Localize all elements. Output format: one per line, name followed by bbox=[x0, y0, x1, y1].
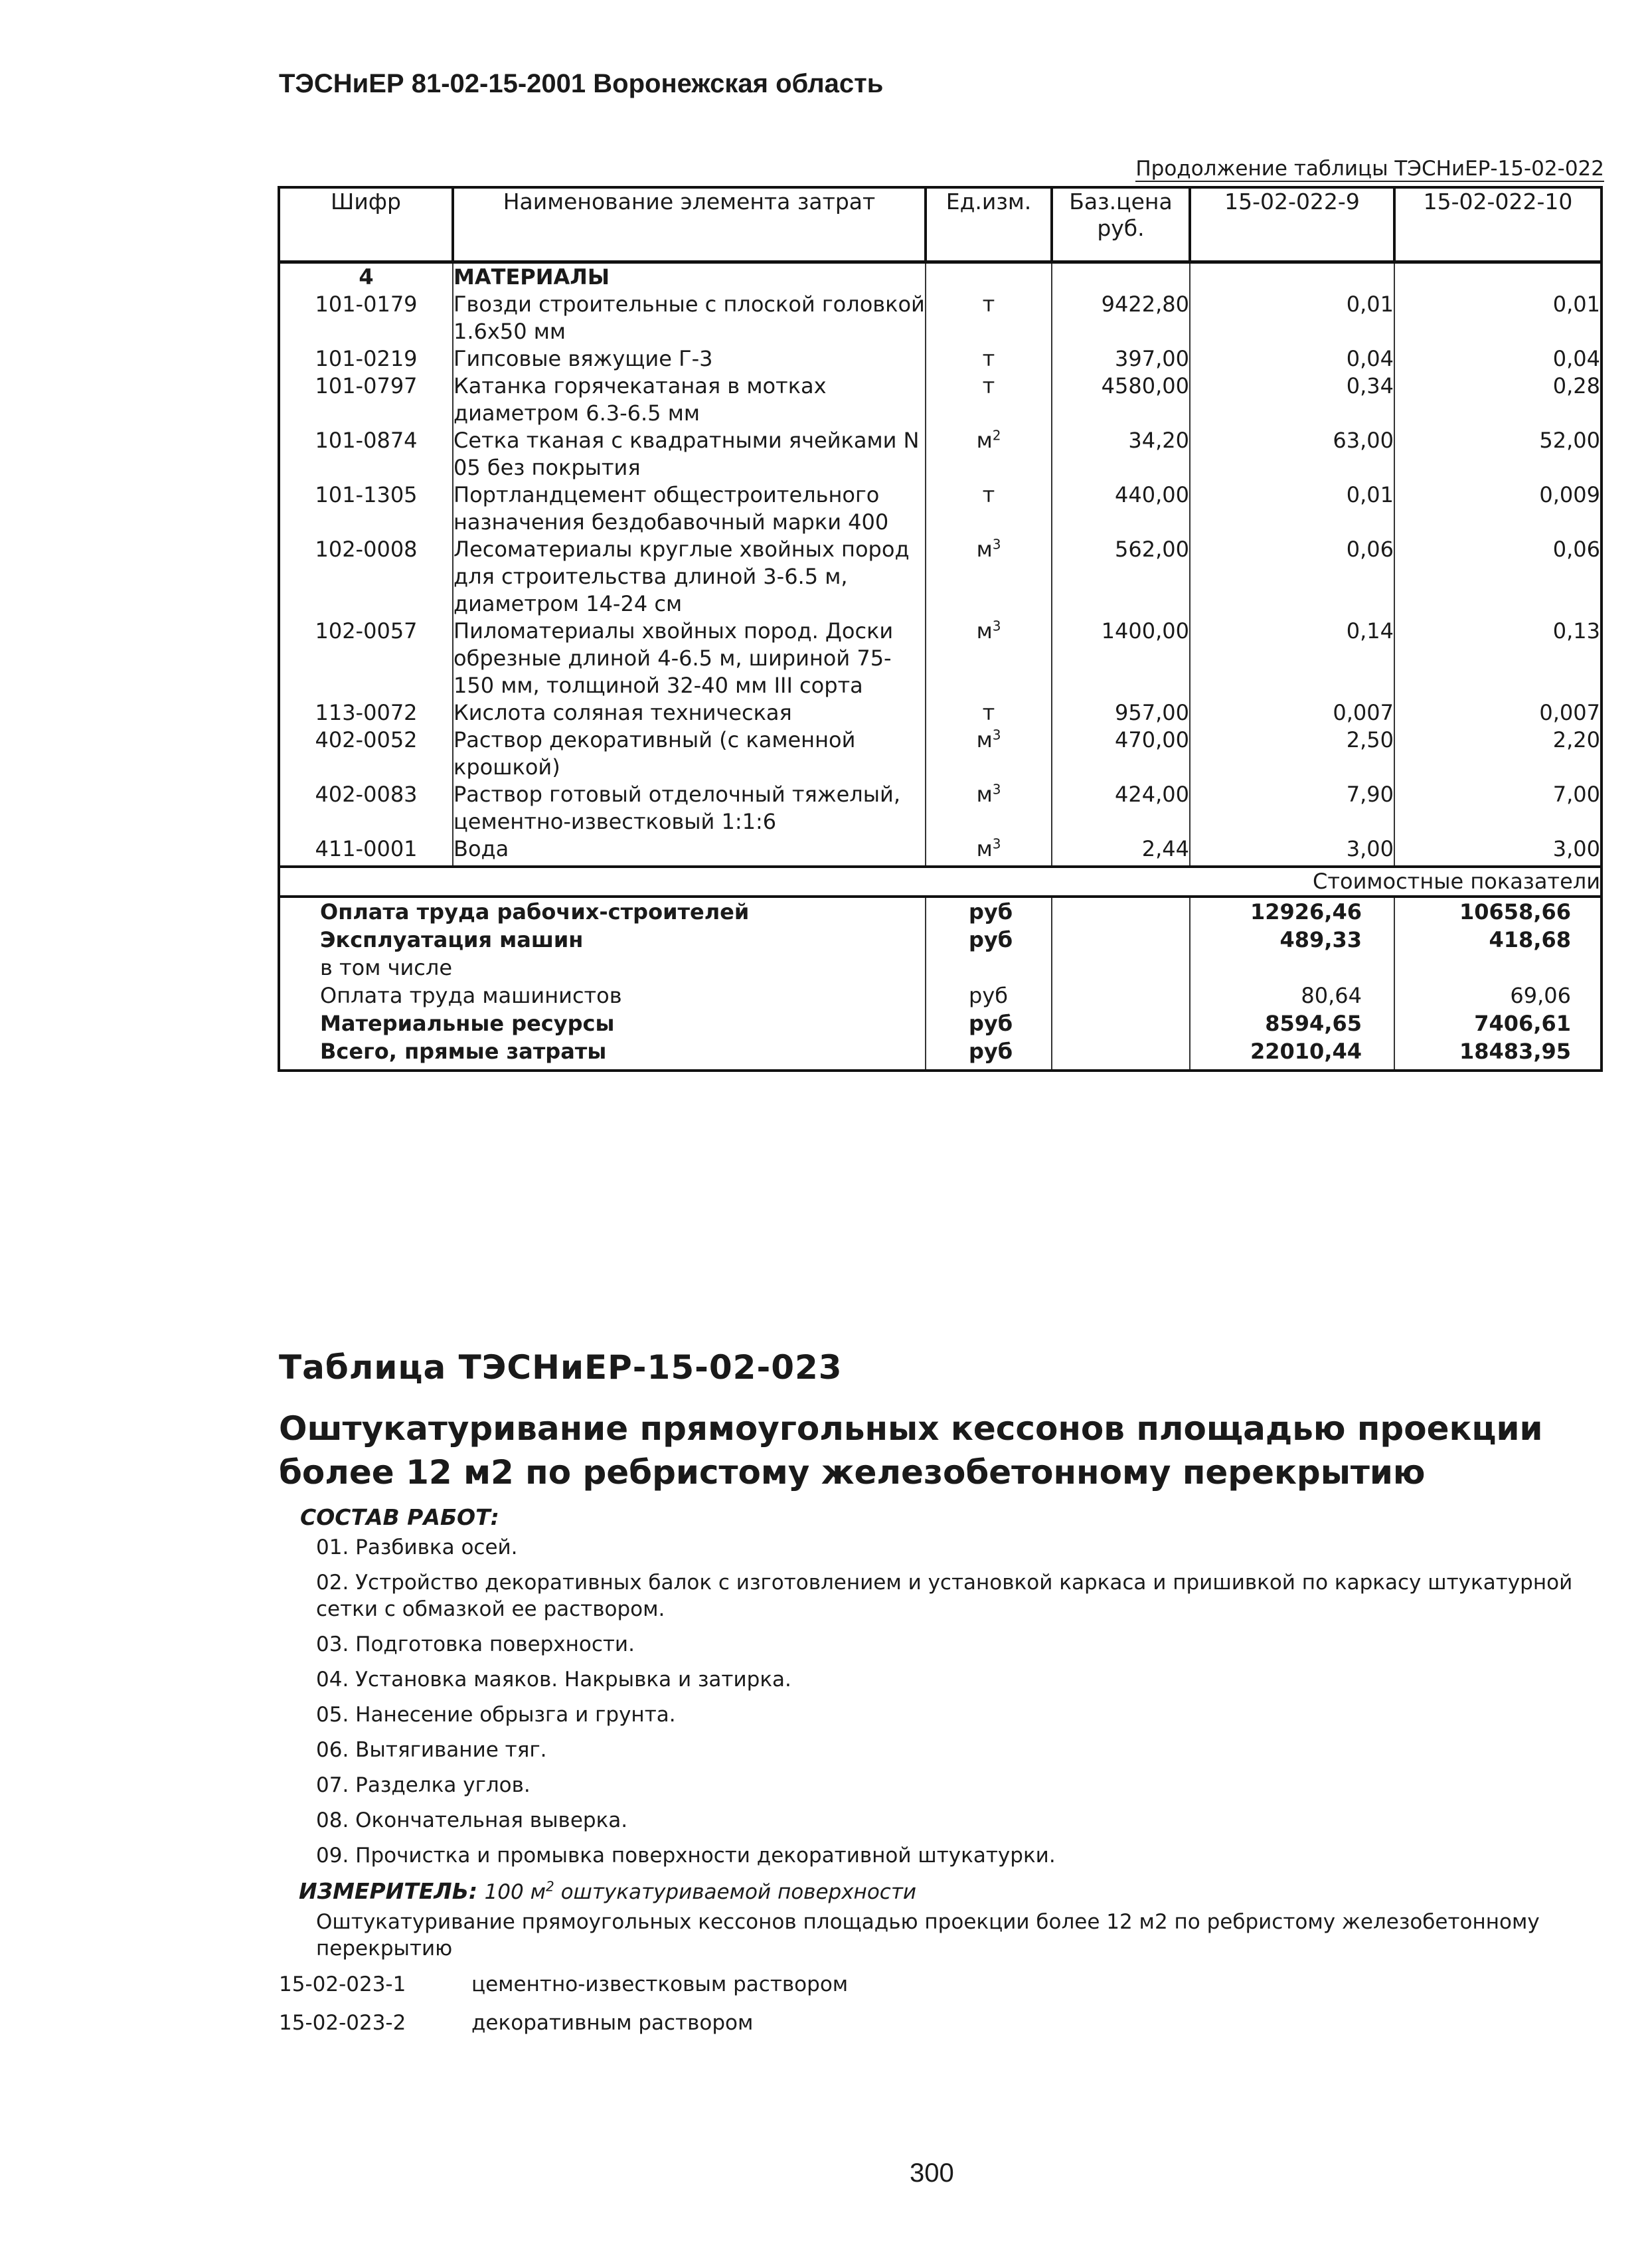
indicator-unit: руб bbox=[926, 1009, 1052, 1037]
unit-text: м bbox=[976, 428, 993, 453]
material-unit bbox=[926, 781, 1052, 835]
indicator-022-9: 489,33 bbox=[1190, 926, 1394, 954]
material-code: 113-0072 bbox=[279, 699, 453, 727]
work-item: 05. Нанесение обрызга и грунта. bbox=[316, 1703, 676, 1727]
table-row bbox=[279, 481, 1602, 536]
unit-power: 3 bbox=[992, 781, 1001, 798]
table-row bbox=[279, 427, 1602, 481]
table-row bbox=[279, 618, 1602, 699]
indicator-label: Всего, прямые затраты bbox=[279, 1037, 926, 1071]
material-name: Сетка тканая с квадратными ячейками N 05 без покрытия bbox=[453, 427, 926, 481]
value-022-9: 0,14 bbox=[1190, 618, 1394, 699]
col-header-price: Баз.цена руб. bbox=[1052, 187, 1190, 262]
page-header: ТЭСНиЕР 81-02-15-2001 Воронежская область bbox=[279, 69, 884, 98]
col-header-022-9: 15-02-022-9 bbox=[1190, 187, 1394, 262]
value-022-9: 63,00 bbox=[1190, 427, 1394, 481]
table-row bbox=[279, 699, 1602, 727]
material-unit bbox=[926, 427, 1052, 481]
meter-label: ИЗМЕРИТЕЛЬ: bbox=[299, 1878, 478, 1904]
unit-text: м bbox=[976, 618, 993, 644]
works-list bbox=[316, 1534, 1591, 1877]
material-name: Раствор декоративный (с каменной крошкой) bbox=[453, 727, 926, 781]
section-title: МАТЕРИАЛЫ bbox=[453, 262, 926, 292]
material-unit bbox=[926, 699, 1052, 727]
table-row bbox=[279, 536, 1602, 618]
indicator-022-9: 8594,65 bbox=[1190, 1009, 1394, 1037]
value-022-10: 0,007 bbox=[1394, 699, 1602, 727]
value-022-9: 0,01 bbox=[1190, 291, 1394, 345]
unit-power: 3 bbox=[992, 618, 1001, 634]
indicators-body bbox=[279, 897, 1602, 1071]
unit-power: 3 bbox=[992, 536, 1001, 553]
indicator-empty bbox=[1052, 897, 1190, 926]
variant-text: декоративным раствором bbox=[471, 2011, 754, 2035]
material-name: Вода bbox=[453, 835, 926, 863]
indicator-row bbox=[279, 1009, 1602, 1037]
material-price: 440,00 bbox=[1052, 481, 1190, 536]
material-price: 397,00 bbox=[1052, 345, 1190, 373]
unit-text: м bbox=[976, 836, 993, 861]
table-row bbox=[279, 727, 1602, 781]
indicator-unit bbox=[926, 954, 1052, 982]
material-price: 957,00 bbox=[1052, 699, 1190, 727]
indicator-022-9: 12926,46 bbox=[1190, 897, 1394, 926]
indicator-022-10: 7406,61 bbox=[1394, 1009, 1602, 1037]
material-price: 2,44 bbox=[1052, 835, 1190, 863]
indicator-unit: руб bbox=[926, 926, 1052, 954]
material-unit bbox=[926, 373, 1052, 427]
variants-list bbox=[279, 1971, 848, 2048]
value-022-10: 0,009 bbox=[1394, 481, 1602, 536]
unit-text: т bbox=[982, 700, 995, 725]
value-022-10: 3,00 bbox=[1394, 835, 1602, 863]
value-022-9: 0,01 bbox=[1190, 481, 1394, 536]
material-price: 424,00 bbox=[1052, 781, 1190, 835]
cost-caption-body bbox=[279, 867, 1602, 897]
variant-row bbox=[279, 1971, 848, 1998]
indicator-label: в том числе bbox=[279, 954, 926, 982]
table-row bbox=[279, 835, 1602, 863]
value-022-10: 0,04 bbox=[1394, 345, 1602, 373]
indicator-label: Эксплуатация машин bbox=[279, 926, 926, 954]
value-022-9: 0,04 bbox=[1190, 345, 1394, 373]
indicator-022-10: 69,06 bbox=[1394, 982, 1602, 1009]
material-unit bbox=[926, 291, 1052, 345]
table-row bbox=[279, 781, 1602, 835]
table-header-row bbox=[279, 187, 1602, 262]
material-price: 34,20 bbox=[1052, 427, 1190, 481]
indicator-label: Оплата труда машинистов bbox=[279, 982, 926, 1009]
material-code: 402-0083 bbox=[279, 781, 453, 835]
unit-text: т bbox=[982, 373, 995, 398]
work-item: 02. Устройство декоративных балок с изготовлением и установкой каркаса и пришивкой по каркасу штукатурной сетки с обмазкой ее раствором. bbox=[316, 1571, 1573, 1621]
indicator-022-9 bbox=[1190, 954, 1394, 982]
indicator-label: Материальные ресурсы bbox=[279, 1009, 926, 1037]
material-name: Портландцемент общестроительного назначения бездобавочный марки 400 bbox=[453, 481, 926, 536]
value-022-9: 2,50 bbox=[1190, 727, 1394, 781]
material-code: 102-0008 bbox=[279, 536, 453, 618]
col-header-name: Наименование элемента затрат bbox=[453, 187, 926, 262]
material-code: 411-0001 bbox=[279, 835, 453, 863]
material-name: Кислота соляная техническая bbox=[453, 699, 926, 727]
value-022-10: 7,00 bbox=[1394, 781, 1602, 835]
works-label: СОСТАВ РАБОТ: bbox=[300, 1504, 499, 1530]
indicator-empty bbox=[1052, 954, 1190, 982]
material-code: 402-0052 bbox=[279, 727, 453, 781]
material-price: 4580,00 bbox=[1052, 373, 1190, 427]
material-name: Лесоматериалы круглые хвойных пород для строительства длиной 3-6.5 м, диаметром 14-24 см bbox=[453, 536, 926, 618]
indicator-unit: руб bbox=[926, 1037, 1052, 1071]
work-item: 07. Разделка углов. bbox=[316, 1773, 531, 1797]
col-header-code: Шифр bbox=[279, 187, 453, 262]
table-subtitle: Оштукатуривание прямоугольных кессонов площадью проекции более 12 м2 по ребристому железобетонному перекрытию bbox=[279, 1409, 1543, 1492]
value-022-9: 0,007 bbox=[1190, 699, 1394, 727]
indicator-022-10: 18483,95 bbox=[1394, 1037, 1602, 1071]
value-022-9: 3,00 bbox=[1190, 835, 1394, 863]
variant-code: 15-02-023-2 bbox=[279, 2011, 406, 2035]
work-item: 06. Вытягивание тяг. bbox=[316, 1738, 547, 1762]
indicator-row bbox=[279, 982, 1602, 1009]
cost-caption: Стоимостные показатели bbox=[279, 867, 1602, 897]
unit-text: м bbox=[976, 782, 993, 807]
table-row bbox=[279, 345, 1602, 373]
indicator-row bbox=[279, 897, 1602, 926]
work-item: 09. Прочистка и промывка поверхности декоративной штукатурки. bbox=[316, 1844, 1056, 1868]
material-price: 562,00 bbox=[1052, 536, 1190, 618]
value-022-9: 0,34 bbox=[1190, 373, 1394, 427]
unit-power: 3 bbox=[992, 727, 1001, 743]
table-title: Таблица ТЭСНиЕР-15-02-023 bbox=[279, 1348, 843, 1387]
material-code: 101-0874 bbox=[279, 427, 453, 481]
indicator-022-9: 22010,44 bbox=[1190, 1037, 1394, 1071]
indicator-row bbox=[279, 1037, 1602, 1071]
material-name: Гипсовые вяжущие Г-3 bbox=[453, 345, 926, 373]
value-022-10: 2,20 bbox=[1394, 727, 1602, 781]
unit-power: 2 bbox=[992, 427, 1001, 444]
resource-table bbox=[278, 186, 1603, 1072]
work-item: 04. Установка маяков. Накрывка и затирка. bbox=[316, 1668, 791, 1692]
variant-text: цементно-известковым раствором bbox=[471, 1972, 849, 1996]
table-continuation-note: Продолжение таблицы ТЭСНиЕР-15-02-022 bbox=[1135, 157, 1604, 181]
value-022-10: 0,28 bbox=[1394, 373, 1602, 427]
material-code: 101-0219 bbox=[279, 345, 453, 373]
section-row bbox=[279, 262, 1602, 292]
variant-code: 15-02-023-1 bbox=[279, 1972, 406, 1996]
material-unit bbox=[926, 727, 1052, 781]
variant-row bbox=[279, 2010, 848, 2036]
cost-caption-row bbox=[279, 867, 1602, 897]
col-header-unit: Ед.изм. bbox=[926, 187, 1052, 262]
meter-description: Оштукатуривание прямоугольных кессонов площадью проекции более 12 м2 по ребристому железобетонному перекрытию bbox=[316, 1910, 1540, 1961]
unit-text: м bbox=[976, 727, 993, 752]
indicator-empty bbox=[1052, 982, 1190, 1009]
work-item: 08. Окончательная выверка. bbox=[316, 1808, 628, 1832]
material-unit bbox=[926, 618, 1052, 699]
table-row bbox=[279, 373, 1602, 427]
material-name: Катанка горячекатаная в мотках диаметром 6.3-6.5 мм bbox=[453, 373, 926, 427]
meter-line bbox=[299, 1878, 916, 1904]
value-022-10: 0,01 bbox=[1394, 291, 1602, 345]
work-item: 03. Подготовка поверхности. bbox=[316, 1632, 635, 1656]
material-name: Пиломатериалы хвойных пород. Доски обрезные длиной 4-6.5 м, шириной 75-150 мм, толщиной 32-40 мм III сорта bbox=[453, 618, 926, 699]
unit-text: т bbox=[982, 292, 995, 317]
section-number: 4 bbox=[279, 262, 453, 292]
material-unit bbox=[926, 536, 1052, 618]
indicator-empty bbox=[1052, 1009, 1190, 1037]
indicator-022-10: 418,68 bbox=[1394, 926, 1602, 954]
table-row bbox=[279, 291, 1602, 345]
material-price: 470,00 bbox=[1052, 727, 1190, 781]
material-unit bbox=[926, 481, 1052, 536]
material-price: 9422,80 bbox=[1052, 291, 1190, 345]
material-unit bbox=[926, 345, 1052, 373]
unit-text: т bbox=[982, 482, 995, 507]
material-code: 102-0057 bbox=[279, 618, 453, 699]
indicator-empty bbox=[1052, 1037, 1190, 1071]
indicator-empty bbox=[1052, 926, 1190, 954]
value-022-10: 52,00 bbox=[1394, 427, 1602, 481]
work-item: 01. Разбивка осей. bbox=[316, 1535, 518, 1559]
indicator-unit: руб bbox=[926, 897, 1052, 926]
material-name: Гвозди строительные с плоской головкой 1.6х50 мм bbox=[453, 292, 925, 344]
indicator-022-10: 10658,66 bbox=[1394, 897, 1602, 926]
indicator-label: Оплата труда рабочих-строителей bbox=[279, 897, 926, 926]
value-022-10: 0,06 bbox=[1394, 536, 1602, 618]
col-header-022-10: 15-02-022-10 bbox=[1394, 187, 1602, 262]
material-price: 1400,00 bbox=[1052, 618, 1190, 699]
material-name: Раствор готовый отделочный тяжелый, цементно-известковый 1:1:6 bbox=[453, 781, 926, 835]
material-code: 101-0179 bbox=[279, 291, 453, 345]
materials-body bbox=[279, 262, 1602, 867]
indicator-022-9: 80,64 bbox=[1190, 982, 1394, 1009]
unit-power: 3 bbox=[992, 835, 1001, 852]
indicator-unit: руб bbox=[926, 982, 1052, 1009]
value-022-9: 0,06 bbox=[1190, 536, 1394, 618]
unit-text: м bbox=[976, 537, 993, 562]
indicator-022-10 bbox=[1394, 954, 1602, 982]
material-code: 101-0797 bbox=[279, 373, 453, 427]
page-number: 300 bbox=[910, 2158, 954, 2188]
material-unit bbox=[926, 835, 1052, 863]
meter-value: 100 $м^2$ оштукатуриваемой поверхности bbox=[484, 1878, 917, 1904]
material-code: 101-1305 bbox=[279, 481, 453, 536]
unit-text: т bbox=[982, 346, 995, 371]
indicator-row bbox=[279, 926, 1602, 954]
value-022-10: 0,13 bbox=[1394, 618, 1602, 699]
value-022-9: 7,90 bbox=[1190, 781, 1394, 835]
indicator-row bbox=[279, 954, 1602, 982]
